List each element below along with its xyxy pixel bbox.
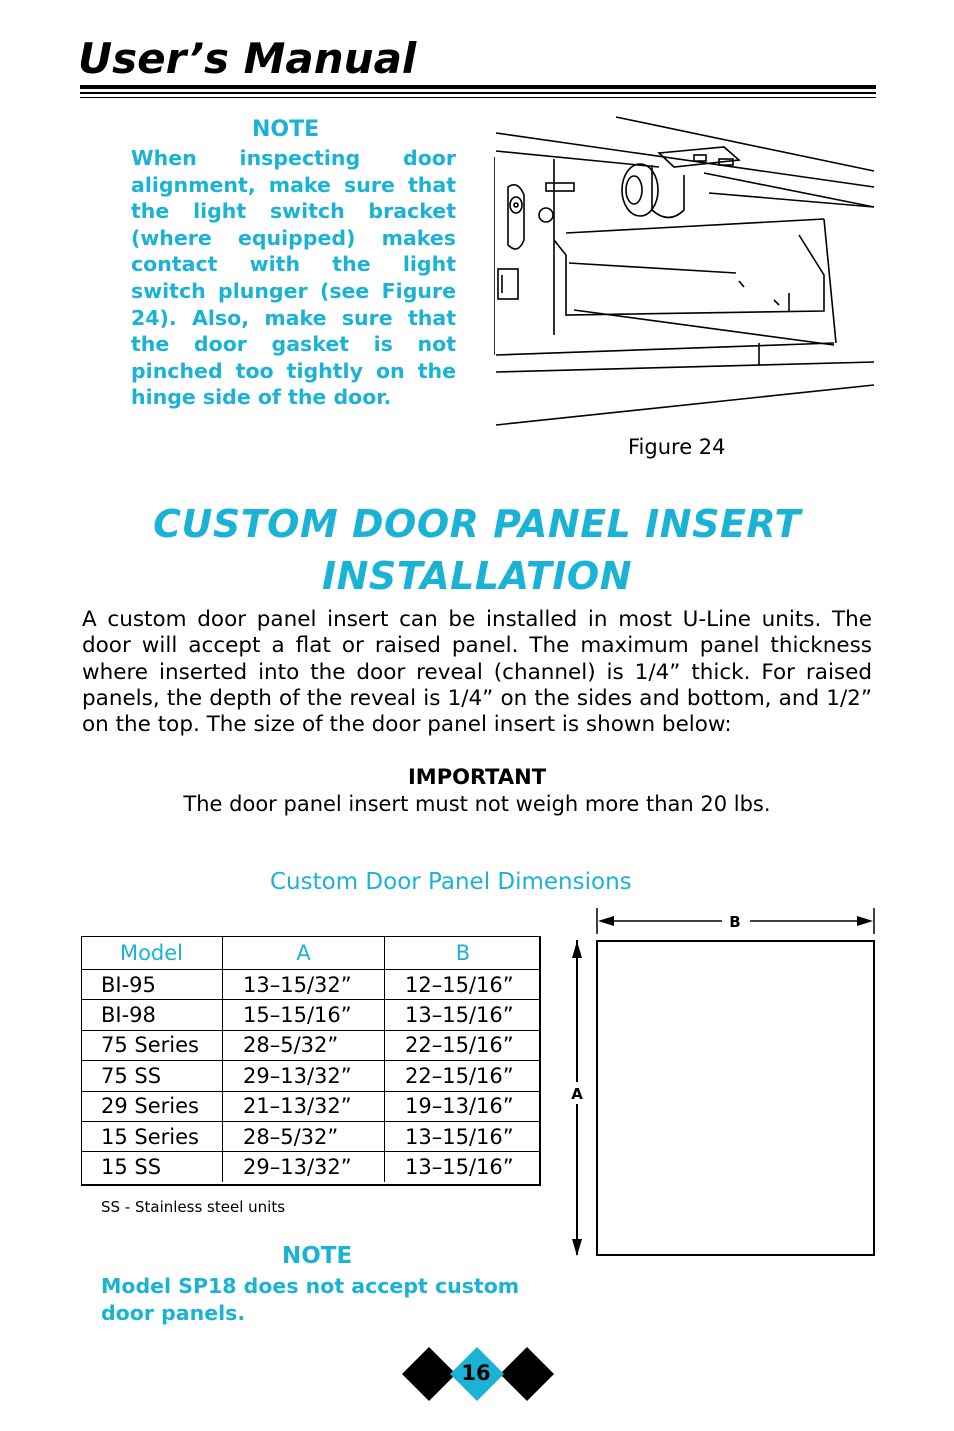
cell-b: 13–15/16”: [385, 1121, 542, 1151]
cell-a: 28–5/32”: [223, 1121, 385, 1151]
header-rule-mid: [80, 92, 876, 94]
note-body: Model SP18 does not accept custom door panels.: [101, 1274, 520, 1325]
cell-b: 13–15/16”: [385, 1152, 542, 1182]
manual-title: User’s Manual: [78, 34, 417, 83]
cell-b: 19–13/16”: [385, 1091, 542, 1121]
column-header-a: A: [223, 936, 385, 970]
cell-b: 22–15/16”: [385, 1061, 542, 1091]
cell-a: 29–13/32”: [223, 1061, 385, 1091]
cell-model: 29 Series: [81, 1091, 223, 1121]
cell-model: 75 Series: [81, 1030, 223, 1060]
cell-a: 21–13/32”: [223, 1091, 385, 1121]
cell-b: 22–15/16”: [385, 1030, 542, 1060]
cell-model: BI-95: [101, 972, 156, 997]
cell-b: 13–15/16”: [385, 1000, 542, 1030]
header-rule-thick: [80, 85, 876, 89]
cell-b: 12–15/16”: [385, 970, 542, 1000]
column-header-model: Model: [81, 936, 223, 970]
column-header-b: B: [385, 936, 542, 970]
dimensions-heading: Custom Door Panel Dimensions: [270, 869, 632, 895]
cell-model: 75 SS: [81, 1061, 223, 1091]
important-text: The door panel insert must not weigh more than 20 lbs.: [183, 792, 771, 816]
figure-24-illustration: [494, 115, 876, 435]
cell-model: BI-98: [81, 1000, 223, 1030]
table-frame: [81, 936, 541, 1186]
cell-a: 28–5/32”: [223, 1030, 385, 1060]
important-heading: IMPORTANT: [407, 765, 547, 789]
dimension-label-b: B: [729, 913, 741, 931]
dimension-label-a: A: [571, 1085, 583, 1103]
header-rule-thin: [80, 97, 876, 98]
note-heading: NOTE: [252, 117, 320, 142]
figure-caption: Figure 24: [628, 435, 726, 459]
cell-a: 15–15/16”: [223, 1000, 385, 1030]
note-heading: NOTE: [282, 1243, 353, 1269]
cell-model: 15 SS: [81, 1152, 223, 1182]
page-number: 16: [461, 1361, 491, 1385]
section-title: CUSTOM DOOR PANEL INSERT INSTALLATION: [153, 502, 801, 598]
panel-dimension-diagram: [560, 900, 890, 1266]
table-footnote: SS - Stainless steel units: [101, 1198, 286, 1216]
note-body: When inspecting door alignment, make sure that the light switch bracket (where equipped) makes contact with the light switch plunger (see Figure 24). Also, make sure that the door gasket is not pinched too tightly on the hinge side of the door.: [131, 146, 456, 410]
cell-a: 13–15/32”: [223, 970, 385, 1000]
cell-model: 15 Series: [81, 1121, 223, 1151]
table-bottom-rule: [81, 1184, 540, 1186]
intro-paragraph: A custom door panel insert can be installed in most U-Line units. The door will accept a flat or raised panel. The maximum panel thickness where inserted into the door reveal (channel) is 1/4” thick. For raised panels, the depth of the reveal is 1/4” on the sides and bottom, and 1/2” on the top. The size of the door panel insert is shown below:: [82, 607, 872, 738]
cell-a: 29–13/32”: [223, 1152, 385, 1182]
